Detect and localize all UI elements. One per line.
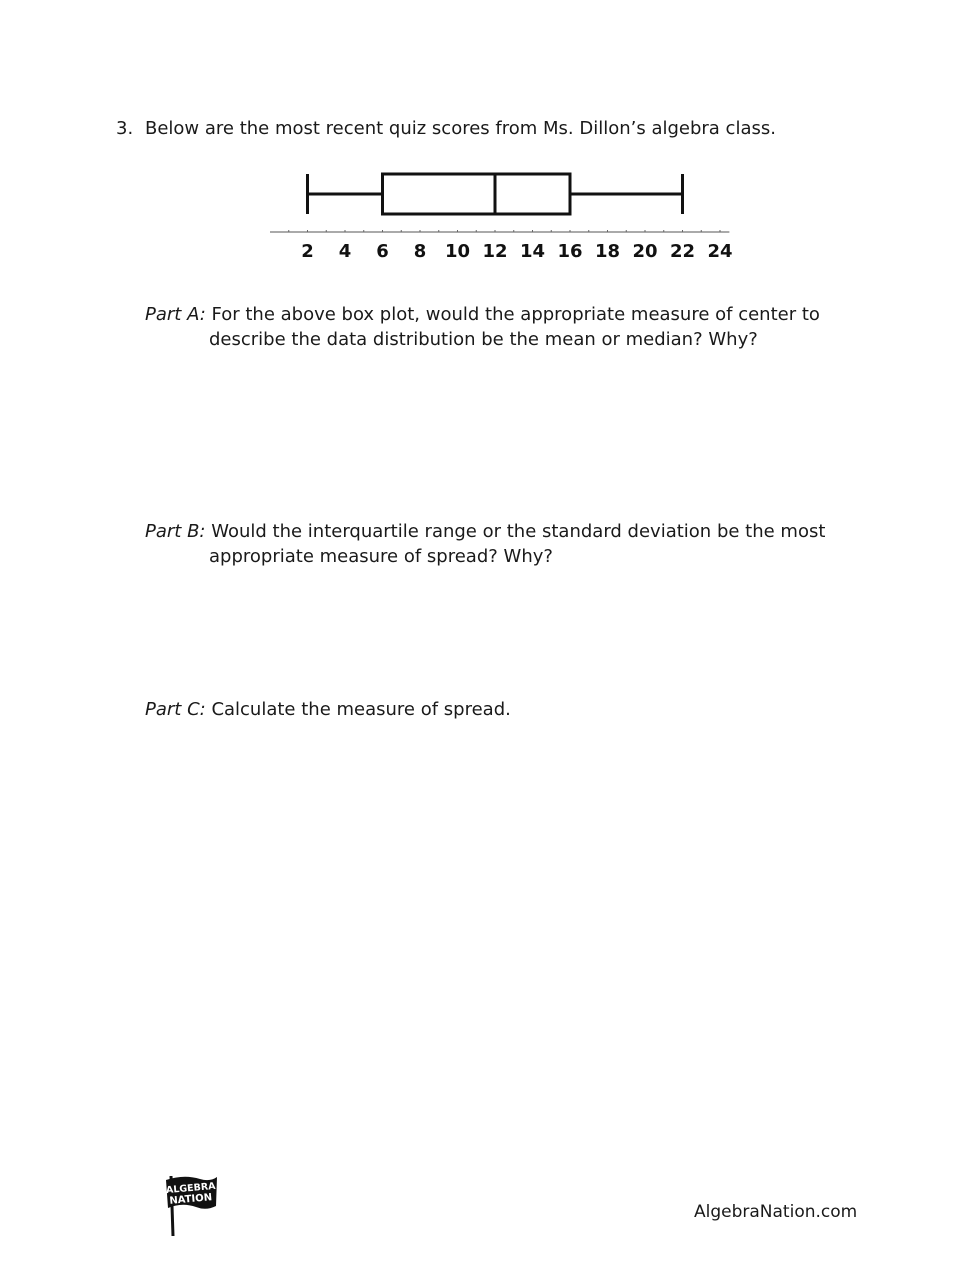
part-a-line-1: For the above box plot, would the appropriate measure of center to: [211, 304, 820, 325]
algebra-nation-logo: [160, 1172, 222, 1238]
question-number: 3.: [116, 118, 134, 139]
box-plot: [268, 168, 742, 268]
tick-label: 20: [632, 241, 658, 262]
part-c: [145, 697, 865, 722]
tick-label: 6: [376, 241, 389, 262]
logo-text-bottom: NATION: [169, 1192, 213, 1207]
tick-label: 12: [482, 241, 508, 262]
tick-label: 22: [669, 241, 696, 262]
part-b-label: Part B:: [145, 521, 206, 542]
part-c-label: Part C:: [145, 699, 206, 720]
interquartile-box: [383, 174, 571, 214]
tick-label: 4: [338, 241, 352, 262]
tick-label: 8: [413, 241, 427, 262]
tick-label: 16: [557, 241, 583, 262]
tick-label: 18: [594, 241, 621, 262]
footer-site-text: AlgebraNation.com: [694, 1202, 858, 1222]
question-text: [116, 117, 776, 141]
part-a-label: Part A:: [145, 304, 206, 325]
tick-label: 10: [444, 241, 471, 262]
tick-label: 24: [707, 241, 733, 262]
tick-label: 14: [519, 241, 546, 262]
part-a: [145, 302, 865, 352]
tick-label: 2: [301, 241, 314, 262]
part-b: [145, 519, 865, 569]
question-prompt: Below are the most recent quiz scores from Ms. Dillon’s algebra class.: [145, 118, 776, 139]
logo-text-top: ALGEBRA: [165, 1180, 216, 1197]
part-b-line-1: Would the interquartile range or the standard deviation be the most: [211, 521, 826, 542]
part-a-line-2: describe the data distribution be the mean or median? Why?: [209, 329, 758, 350]
part-b-line-2: appropriate measure of spread? Why?: [209, 546, 553, 567]
part-c-line-1: Calculate the measure of spread.: [211, 699, 511, 720]
